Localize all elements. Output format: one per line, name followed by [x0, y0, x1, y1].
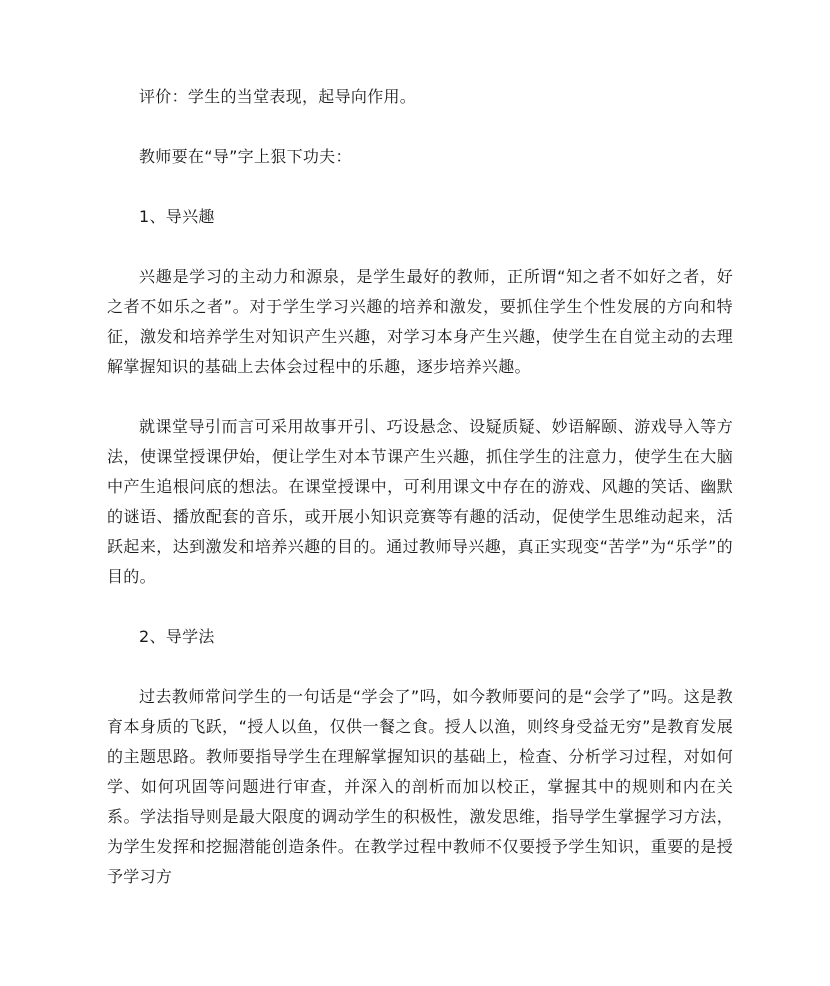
paragraph-spacer — [107, 652, 733, 682]
method-paragraph: 过去教师常问学生的一句话是“学会了”吗，如今教师要问的是“会学了”吗。这是教育本身质的飞跃，“授人以鱼，仅供一餐之食。授人以渔，则终身受益无穷”是教育发展的主题思路。教师要指导学生在理解掌握知识的基础上，检查、分析学习过程，对如何学、如何巩固等问题进行审查，并深入的剖析而加以校正，掌握其中的规则和内在关系。学法指导则是最大限度的调动学生的积极性，激发思维，指导学生掌握学习方法，为学生发挥和挖掘潜能创造条件。在教学过程中教师不仅要授予学生知识，重要的是授予学习方 — [107, 687, 733, 886]
paragraph-spacer — [107, 232, 733, 262]
interest-paragraph: 兴趣是学习的主动力和源泉，是学生最好的教师，正所谓“知之者不如好之者，好之者不如乐之者”。对于学生学习兴趣的培养和激发，要抓住学生个性发展的方向和特征，激发和培养学生对知识产生兴趣，对学习本身产生兴趣，使学生在自觉主动的去理解掌握知识的基础上去体会过程中的乐趣，逐步培养兴趣。 — [107, 267, 733, 376]
evaluation-line: 评价：学生的当堂表现，起导向作用。 — [139, 87, 417, 106]
document-body — [107, 82, 733, 892]
classroom-guide-paragraph: 就课堂导引而言可采用故事开引、巧设悬念、设疑质疑、妙语解颐、游戏导入等方法，使课堂授课伊始，便让学生对本节课产生兴趣，抓住学生的注意力，使学生在大脑中产生追根问底的想法。在课堂授课中，可利用课文中存在的游戏、风趣的笑话、幽默的谜语、播放配套的音乐，或开展小知识竞赛等有趣的活动，促使学生思维动起来，活跃起来，达到激发和培养兴趣的目的。通过教师导兴趣，真正实现变“苦学”为“乐学”的目的。 — [107, 417, 733, 586]
paragraph-spacer — [107, 382, 733, 412]
section-heading-interest: 1、导兴趣 — [139, 207, 215, 226]
paragraph-spacer — [107, 112, 733, 142]
paragraph-spacer — [107, 172, 733, 202]
section-heading-method: 2、导学法 — [139, 627, 215, 646]
guide-intro-line: 教师要在“导”字上狠下功夫： — [139, 147, 352, 166]
paragraph-spacer — [107, 592, 733, 622]
